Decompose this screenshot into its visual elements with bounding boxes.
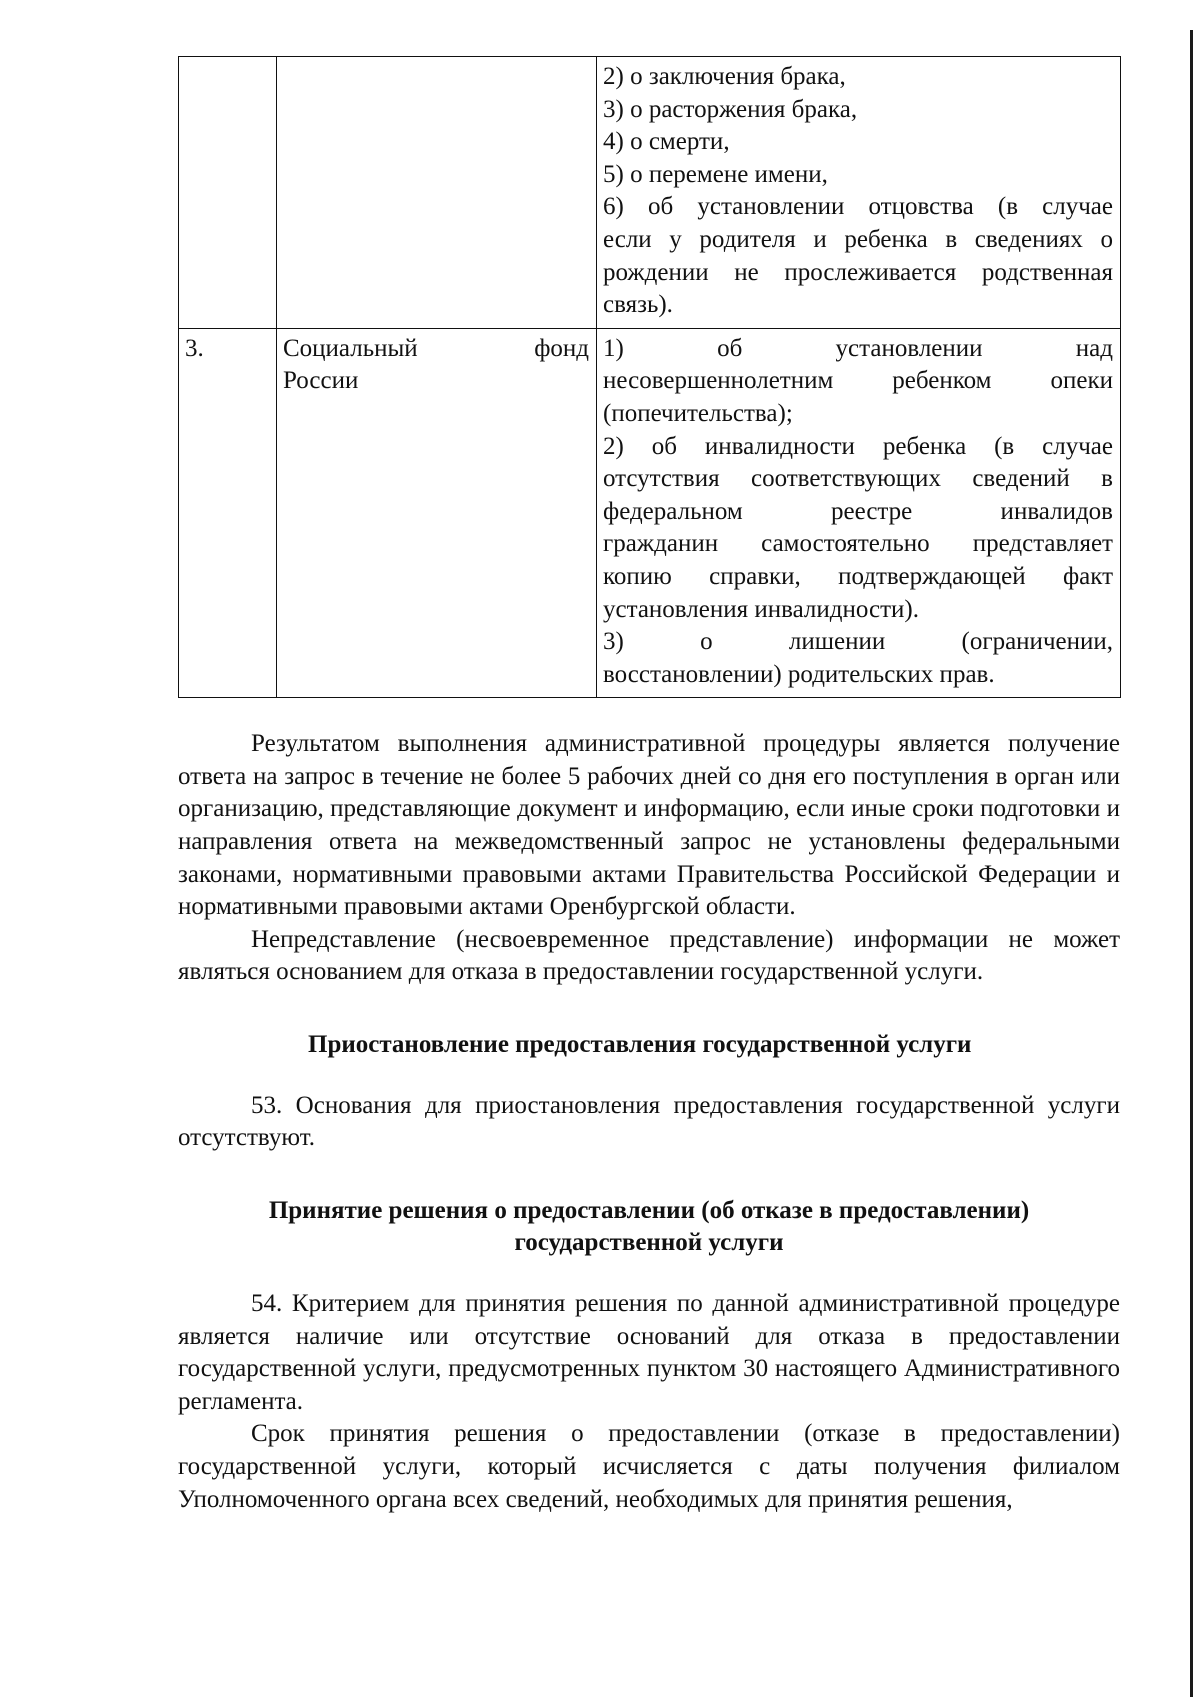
- document-list-line: 1) об установлении над: [603, 334, 1113, 362]
- paragraph-54: 54. Критерием для принятия решения по данной административной процедуре является наличие или отсутствие оснований для отказа в предоставлении государственной услуги, предусмотренных пунктом 30 настоящего Административного регламента.: [178, 1290, 1120, 1415]
- result-paragraph: Результатом выполнения административной процедуры является получение ответа на запрос в течение не более 5 рабочих дней со дня его поступления в орган или организацию, представляющие документ и информацию, если иные сроки подготовки и направления ответа на межведомственный запрос не установлены федеральными законами, нормативными правовыми актами Правительства Российской Федерации и нормативными правовыми актами Оренбургской области.: [178, 730, 1120, 921]
- table-row: [179, 328, 1121, 698]
- body-text: [178, 728, 1120, 1516]
- document-list-line: несовершеннолетним ребенком опеки: [603, 367, 1113, 395]
- nonsubmission-paragraph: Непредставление (несвоевременное представление) информации не может являться основанием для отказа в предоставлении государственной услуги.: [178, 925, 1120, 986]
- document-list-line: 3) о расторжения брака,: [603, 95, 858, 123]
- heading-suspension: Приостановление предоставления государственной услуги: [308, 1031, 972, 1059]
- document-list-line: копию справки, подтверждающей факт: [603, 562, 1113, 590]
- table-row: [179, 57, 1121, 329]
- organization-cell: [277, 57, 597, 329]
- term-paragraph: Срок принятия решения о предоставлении (отказе в предоставлении) государственной услуги, который исчисляется с даты получения филиалом Уполномоченного органа всех сведений, необходимых для принятия решения,: [178, 1420, 1120, 1513]
- document-list-line: (попечительства);: [603, 399, 793, 427]
- organization-cell: [277, 328, 597, 698]
- document-list-line: 2) об инвалидности ребенка (в случае: [603, 432, 1113, 460]
- row-number-cell: 3.: [179, 328, 277, 698]
- organization-name-line: Социальный фонд: [283, 334, 589, 362]
- document-list-cell: [597, 328, 1121, 698]
- document-list-line: рождении не прослеживается родственная: [603, 258, 1113, 286]
- heading-decision-line2: государственной услуги: [514, 1229, 784, 1257]
- document-list-cell: [597, 57, 1121, 329]
- document-list-line: 5) о перемене имени,: [603, 160, 828, 188]
- document-list-line: связь).: [603, 291, 673, 319]
- document-list-line: восстановлении) родительских прав.: [603, 660, 995, 688]
- organization-name-line: России: [283, 367, 359, 395]
- page-edge-line: [1190, 30, 1193, 1697]
- heading-decision-line1: Принятие решения о предоставлении (об отказе в предоставлении): [268, 1196, 1030, 1224]
- document-page: [178, 56, 1120, 1516]
- document-list-line: 3) о лишении (ограничении,: [603, 628, 1113, 656]
- document-list-line: 2) о заключения брака,: [603, 63, 846, 90]
- document-list-line: гражданин самостоятельно представляет: [603, 530, 1113, 558]
- row-number-cell: [179, 57, 277, 329]
- document-list-line: 4) о смерти,: [603, 128, 730, 156]
- document-list-line: если у родителя и ребенка в сведениях о: [603, 225, 1113, 253]
- document-list-line: 6) об установлении отцовства (в случае: [603, 193, 1113, 221]
- agencies-table: [178, 56, 1121, 698]
- document-list-line: отсутствия соответствующих сведений в: [603, 465, 1113, 493]
- paragraph-53: 53. Основания для приостановления предоставления государственной услуги отсутствуют.: [178, 1091, 1120, 1152]
- document-list-line: установления инвалидности).: [603, 595, 919, 623]
- document-list-line: федеральном реестре инвалидов: [603, 497, 1113, 525]
